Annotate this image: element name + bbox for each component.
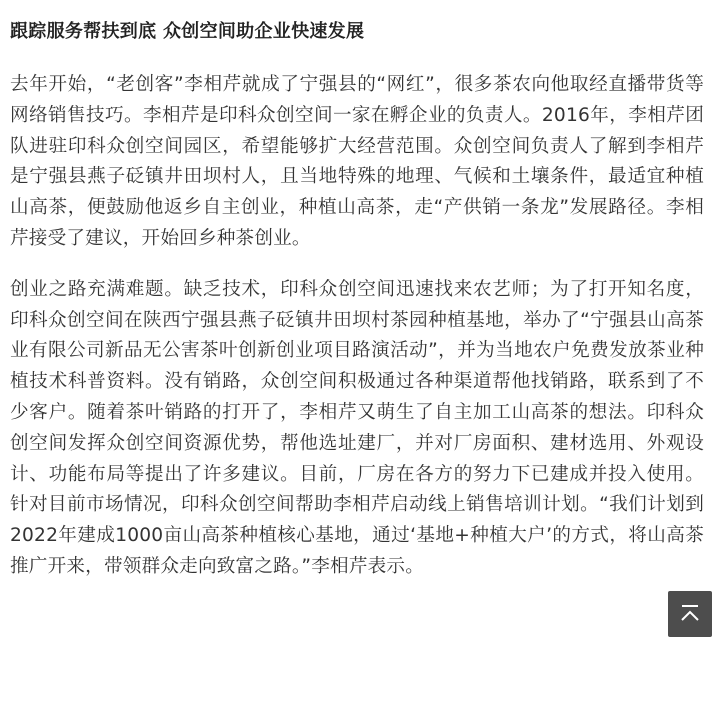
chevron-up-icon (679, 603, 701, 625)
article (10, 0, 704, 583)
back-to-top-button[interactable] (668, 591, 712, 637)
article-title: 跟踪服务帮扶到底 众创空间助企业快速发展 (10, 21, 365, 42)
article-paragraph-2: 创业之路充满难题。缺乏技术，印科众创空间迅速找来农艺师；为了打开知名度，印科众创空间在陕西宁强县燕子砭镇井田坝村茶园种植基地，举办了“宁强县山高茶业有限公司新品无公害茶叶创新创业项目路演活动”，并为当地农户免费发放茶业种植技术科普资料。没有销路，众创空间积极通过各种渠道帮他找销路，联系到了不少客户。随着茶叶销路的打开了，李相芹又萌生了自主加工山高茶的想法。印科众创空间发挥众创空间资源优势，帮他选址建厂，并对厂房面积、建材选用、外观设计、功能布局等提出了许多建议。目前，厂房在各方的努力下已建成并投入使用。针对目前市场情况，印科众创空间帮助李相芹启动线上销售培训计划。“我们计划到2022年建成1000亩山高茶种植核心基地，通过‘基地+种植大户’的方式，将山高茶推广开来，带领群众走向致富之路。”李相芹表示。 (10, 278, 704, 577)
article-paragraph-1: 去年开始，“老创客”李相芹就成了宁强县的“网红”，很多茶农向他取经直播带货等网络销售技巧。李相芹是印科众创空间一家在孵企业的负责人。2016年，李相芹团队进驻印科众创空间园区，希望能够扩大经营范围。众创空间负责人了解到李相芹是宁强县燕子砭镇井田坝村人，且当地特殊的地理、气候和土壤条件，最适宜种植山高茶，便鼓励他返乡自主创业，种植山高茶，走“产供销一条龙”发展路径。李相芹接受了建议，开始回乡种茶创业。 (10, 74, 704, 249)
